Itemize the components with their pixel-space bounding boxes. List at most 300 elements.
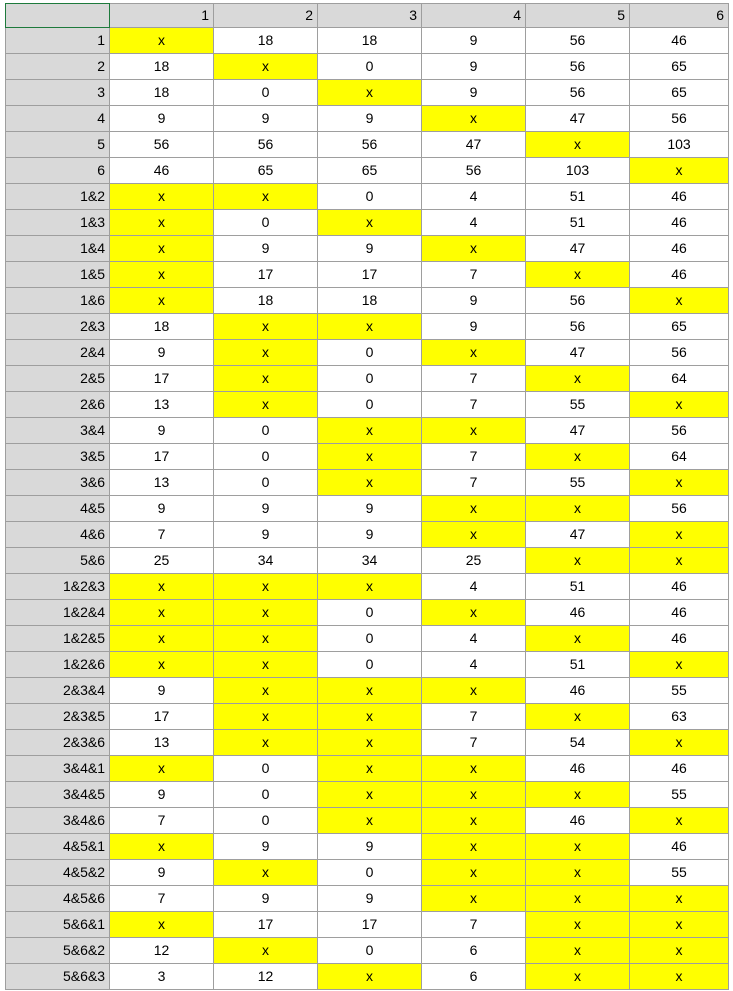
table-cell[interactable]: x: [630, 912, 729, 938]
table-row: [6, 366, 729, 392]
table-cell[interactable]: 56: [422, 158, 526, 184]
table-cell[interactable]: x: [110, 652, 214, 678]
table-cell[interactable]: 9: [318, 886, 422, 912]
table-cell[interactable]: 0: [318, 938, 422, 964]
table-cell[interactable]: 7: [422, 392, 526, 418]
table-cell[interactable]: 0: [214, 756, 318, 782]
table-cell[interactable]: x: [526, 132, 630, 158]
row-header[interactable]: 1&5: [6, 262, 110, 288]
row-header[interactable]: 1&6: [6, 288, 110, 314]
row-header[interactable]: 5&6&3: [6, 964, 110, 990]
table-cell[interactable]: 55: [526, 392, 630, 418]
table-row: [6, 626, 729, 652]
table-cell[interactable]: 47: [526, 106, 630, 132]
table-cell[interactable]: x: [318, 730, 422, 756]
table-cell[interactable]: 56: [526, 80, 630, 106]
row-header[interactable]: 4&5: [6, 496, 110, 522]
table-cell[interactable]: x: [422, 106, 526, 132]
table-cell[interactable]: x: [318, 964, 422, 990]
table-cell[interactable]: 54: [526, 730, 630, 756]
table-cell[interactable]: x: [110, 756, 214, 782]
table-cell[interactable]: 0: [214, 782, 318, 808]
table-cell[interactable]: 3: [110, 964, 214, 990]
table-cell[interactable]: 12: [214, 964, 318, 990]
table-cell[interactable]: 9: [422, 288, 526, 314]
table-cell[interactable]: 0: [318, 340, 422, 366]
table-cell[interactable]: 7: [422, 704, 526, 730]
table-cell[interactable]: 18: [318, 28, 422, 54]
table-cell[interactable]: 46: [630, 600, 729, 626]
table-cell[interactable]: 13: [110, 470, 214, 496]
table-cell[interactable]: x: [630, 392, 729, 418]
row-header[interactable]: 3&4&1: [6, 756, 110, 782]
table-cell[interactable]: 56: [110, 132, 214, 158]
table-cell[interactable]: 0: [214, 444, 318, 470]
table-cell[interactable]: x: [214, 600, 318, 626]
table-cell[interactable]: x: [630, 470, 729, 496]
table-cell[interactable]: x: [318, 210, 422, 236]
table-cell[interactable]: 13: [110, 392, 214, 418]
table-row: [6, 106, 729, 132]
table-cell[interactable]: 56: [526, 28, 630, 54]
table-cell[interactable]: 56: [318, 132, 422, 158]
table-cell[interactable]: 46: [630, 756, 729, 782]
table-cell[interactable]: 4: [422, 210, 526, 236]
table-cell[interactable]: 0: [214, 210, 318, 236]
table-row: [6, 600, 729, 626]
table-cell[interactable]: 0: [318, 184, 422, 210]
table-cell[interactable]: x: [110, 626, 214, 652]
table-cell[interactable]: 7: [110, 886, 214, 912]
column-header-row: [6, 4, 729, 28]
table-cell[interactable]: x: [318, 704, 422, 730]
table-row: [6, 678, 729, 704]
table-cell[interactable]: 18: [214, 28, 318, 54]
row-header[interactable]: 1&2&5: [6, 626, 110, 652]
table-cell[interactable]: 9: [422, 54, 526, 80]
table-cell[interactable]: x: [318, 418, 422, 444]
table-cell[interactable]: x: [630, 938, 729, 964]
row-header[interactable]: 2&5: [6, 366, 110, 392]
table-cell[interactable]: 25: [110, 548, 214, 574]
column-header[interactable]: 6: [630, 4, 729, 28]
table-cell[interactable]: x: [422, 834, 526, 860]
table-cell[interactable]: x: [630, 964, 729, 990]
table-cell[interactable]: x: [214, 392, 318, 418]
table-cell[interactable]: x: [630, 652, 729, 678]
table-cell[interactable]: 17: [110, 366, 214, 392]
table-cell[interactable]: 46: [526, 756, 630, 782]
table-row: [6, 314, 729, 340]
table-row: [6, 548, 729, 574]
table-cell[interactable]: 9: [214, 522, 318, 548]
table-cell[interactable]: 56: [526, 314, 630, 340]
row-header[interactable]: 2&4: [6, 340, 110, 366]
table-cell[interactable]: 103: [630, 132, 729, 158]
table-cell[interactable]: 0: [318, 392, 422, 418]
table-cell[interactable]: 18: [214, 288, 318, 314]
row-header[interactable]: 4&5&1: [6, 834, 110, 860]
table-cell[interactable]: x: [526, 262, 630, 288]
table-cell[interactable]: 65: [630, 54, 729, 80]
table-cell[interactable]: x: [526, 834, 630, 860]
table-cell[interactable]: x: [110, 210, 214, 236]
table-cell[interactable]: x: [630, 730, 729, 756]
table-cell[interactable]: 46: [526, 678, 630, 704]
table-cell[interactable]: 17: [318, 912, 422, 938]
table-cell[interactable]: 9: [318, 522, 422, 548]
row-header[interactable]: 1&2&4: [6, 600, 110, 626]
table-cell[interactable]: 55: [526, 470, 630, 496]
table-cell[interactable]: 7: [422, 730, 526, 756]
table-cell[interactable]: x: [318, 782, 422, 808]
table-cell[interactable]: 9: [110, 418, 214, 444]
table-cell[interactable]: x: [214, 366, 318, 392]
row-header[interactable]: 5&6&1: [6, 912, 110, 938]
table-cell[interactable]: x: [422, 496, 526, 522]
table-cell[interactable]: 0: [318, 600, 422, 626]
table-row: [6, 54, 729, 80]
table-cell[interactable]: 9: [110, 678, 214, 704]
table-cell[interactable]: 7: [422, 262, 526, 288]
table-cell[interactable]: x: [110, 184, 214, 210]
row-header[interactable]: 2&3: [6, 314, 110, 340]
table-cell[interactable]: x: [110, 912, 214, 938]
table-cell[interactable]: x: [526, 938, 630, 964]
table-row: [6, 236, 729, 262]
row-header[interactable]: 4: [6, 106, 110, 132]
table-cell[interactable]: 0: [318, 626, 422, 652]
table-cell[interactable]: x: [526, 626, 630, 652]
table-cell[interactable]: 51: [526, 210, 630, 236]
table-cell[interactable]: 0: [318, 652, 422, 678]
table-cell[interactable]: 9: [110, 860, 214, 886]
row-header[interactable]: 1&2: [6, 184, 110, 210]
table-cell[interactable]: 103: [526, 158, 630, 184]
table-cell[interactable]: 56: [630, 418, 729, 444]
row-header[interactable]: 2&6: [6, 392, 110, 418]
table-row: [6, 522, 729, 548]
table-cell[interactable]: x: [526, 886, 630, 912]
table-cell[interactable]: x: [526, 496, 630, 522]
table-cell[interactable]: x: [214, 678, 318, 704]
table-cell[interactable]: 56: [630, 340, 729, 366]
table-cell[interactable]: 7: [110, 808, 214, 834]
table-row: [6, 444, 729, 470]
column-header[interactable]: 5: [526, 4, 630, 28]
table-cell[interactable]: 55: [630, 678, 729, 704]
table-row: [6, 80, 729, 106]
table-row: [6, 496, 729, 522]
table-cell[interactable]: x: [214, 704, 318, 730]
table-cell[interactable]: 7: [110, 522, 214, 548]
table-cell[interactable]: 56: [214, 132, 318, 158]
row-header[interactable]: 3&4&5: [6, 782, 110, 808]
table-cell[interactable]: x: [422, 522, 526, 548]
table-cell[interactable]: 9: [214, 236, 318, 262]
table-row: [6, 834, 729, 860]
table-cell[interactable]: 47: [526, 236, 630, 262]
table-cell[interactable]: x: [214, 860, 318, 886]
table-cell[interactable]: 6: [422, 938, 526, 964]
table-cell[interactable]: x: [526, 912, 630, 938]
table-cell[interactable]: x: [422, 860, 526, 886]
row-header[interactable]: 4&6: [6, 522, 110, 548]
table-cell[interactable]: 65: [630, 80, 729, 106]
table-cell[interactable]: x: [526, 548, 630, 574]
column-header[interactable]: 1: [110, 4, 214, 28]
table-cell[interactable]: 7: [422, 444, 526, 470]
table-cell[interactable]: 46: [630, 262, 729, 288]
table-cell[interactable]: 4: [422, 652, 526, 678]
table-cell[interactable]: 51: [526, 184, 630, 210]
table-cell[interactable]: 46: [630, 626, 729, 652]
column-header[interactable]: 3: [318, 4, 422, 28]
table-cell[interactable]: x: [110, 600, 214, 626]
table-cell[interactable]: 65: [630, 314, 729, 340]
row-header[interactable]: 4&5&2: [6, 860, 110, 886]
table-cell[interactable]: 9: [422, 80, 526, 106]
table-cell[interactable]: x: [422, 340, 526, 366]
table-row: [6, 938, 729, 964]
table-cell[interactable]: 0: [318, 860, 422, 886]
table-cell[interactable]: x: [526, 964, 630, 990]
row-header[interactable]: 3&5: [6, 444, 110, 470]
table-cell[interactable]: 25: [422, 548, 526, 574]
table-cell[interactable]: 64: [630, 444, 729, 470]
table-cell[interactable]: 46: [526, 600, 630, 626]
table-row: [6, 652, 729, 678]
table-cell[interactable]: 9: [318, 106, 422, 132]
table-row: [6, 340, 729, 366]
table-cell[interactable]: x: [630, 288, 729, 314]
table-cell[interactable]: x: [318, 678, 422, 704]
select-all-corner[interactable]: [6, 4, 110, 28]
table-cell[interactable]: x: [318, 808, 422, 834]
row-header[interactable]: 5: [6, 132, 110, 158]
table-cell[interactable]: 9: [318, 834, 422, 860]
table-cell[interactable]: 46: [630, 28, 729, 54]
table-cell[interactable]: 7: [422, 470, 526, 496]
row-header[interactable]: 6: [6, 158, 110, 184]
table-row: [6, 158, 729, 184]
table-cell[interactable]: x: [110, 288, 214, 314]
table-cell[interactable]: x: [318, 470, 422, 496]
table-row: [6, 730, 729, 756]
table-cell[interactable]: 51: [526, 574, 630, 600]
table-cell[interactable]: 18: [110, 314, 214, 340]
table-cell[interactable]: x: [526, 704, 630, 730]
table-cell[interactable]: 46: [630, 236, 729, 262]
table-cell[interactable]: 17: [110, 444, 214, 470]
row-header[interactable]: 3&6: [6, 470, 110, 496]
table-cell[interactable]: x: [110, 834, 214, 860]
table-cell[interactable]: 46: [110, 158, 214, 184]
row-header[interactable]: 2&3&6: [6, 730, 110, 756]
table-cell[interactable]: 56: [526, 54, 630, 80]
row-header[interactable]: 1&2&6: [6, 652, 110, 678]
table-cell[interactable]: 0: [318, 54, 422, 80]
table-cell[interactable]: 47: [526, 418, 630, 444]
column-header[interactable]: 4: [422, 4, 526, 28]
table-cell[interactable]: x: [630, 886, 729, 912]
table-cell[interactable]: x: [526, 782, 630, 808]
table-cell[interactable]: 34: [214, 548, 318, 574]
row-header[interactable]: 5&6&2: [6, 938, 110, 964]
table-cell[interactable]: 46: [630, 574, 729, 600]
table-cell[interactable]: x: [214, 54, 318, 80]
table-row: [6, 28, 729, 54]
table-cell[interactable]: x: [630, 808, 729, 834]
row-header[interactable]: 3: [6, 80, 110, 106]
table-cell[interactable]: 56: [526, 288, 630, 314]
row-header[interactable]: 2&3&4: [6, 678, 110, 704]
table-cell[interactable]: 17: [214, 262, 318, 288]
table-cell[interactable]: x: [214, 184, 318, 210]
row-header[interactable]: 4&5&6: [6, 886, 110, 912]
table-cell[interactable]: 64: [630, 366, 729, 392]
table-cell[interactable]: 9: [214, 834, 318, 860]
row-header[interactable]: 2: [6, 54, 110, 80]
table-cell[interactable]: x: [318, 444, 422, 470]
table-cell[interactable]: x: [422, 678, 526, 704]
table-cell[interactable]: 13: [110, 730, 214, 756]
table-cell[interactable]: 63: [630, 704, 729, 730]
table-cell[interactable]: x: [214, 340, 318, 366]
row-header[interactable]: 5&6: [6, 548, 110, 574]
table-cell[interactable]: 56: [630, 496, 729, 522]
table-cell[interactable]: 9: [110, 340, 214, 366]
table-cell[interactable]: 4: [422, 574, 526, 600]
row-header[interactable]: 1&4: [6, 236, 110, 262]
table-cell[interactable]: 7: [422, 912, 526, 938]
table-cell[interactable]: 9: [214, 106, 318, 132]
table-cell[interactable]: x: [214, 626, 318, 652]
table-cell[interactable]: x: [630, 158, 729, 184]
table-cell[interactable]: 17: [318, 262, 422, 288]
table-cell[interactable]: 55: [630, 860, 729, 886]
row-header[interactable]: 1&2&3: [6, 574, 110, 600]
table-cell[interactable]: 6: [422, 964, 526, 990]
table-cell[interactable]: x: [214, 730, 318, 756]
table-cell[interactable]: 18: [110, 80, 214, 106]
table-cell[interactable]: 47: [526, 340, 630, 366]
table-row: [6, 184, 729, 210]
table-row: [6, 704, 729, 730]
row-header[interactable]: 1&3: [6, 210, 110, 236]
table-cell[interactable]: 51: [526, 652, 630, 678]
table-cell[interactable]: x: [318, 314, 422, 340]
table-cell[interactable]: 18: [110, 54, 214, 80]
table-cell[interactable]: 9: [110, 106, 214, 132]
table-cell[interactable]: 65: [318, 158, 422, 184]
table-cell[interactable]: 17: [110, 704, 214, 730]
table-cell[interactable]: 46: [526, 808, 630, 834]
table-cell[interactable]: 9: [110, 782, 214, 808]
table-cell[interactable]: 9: [318, 496, 422, 522]
table-cell[interactable]: 9: [422, 28, 526, 54]
table-row: [6, 288, 729, 314]
table-cell[interactable]: x: [422, 236, 526, 262]
table-row: [6, 132, 729, 158]
column-header[interactable]: 2: [214, 4, 318, 28]
table-cell[interactable]: x: [110, 236, 214, 262]
table-cell[interactable]: 46: [630, 184, 729, 210]
table-cell[interactable]: 46: [630, 210, 729, 236]
table-cell[interactable]: x: [422, 886, 526, 912]
table-cell[interactable]: 47: [422, 132, 526, 158]
table-cell[interactable]: x: [422, 756, 526, 782]
table-cell[interactable]: 9: [110, 496, 214, 522]
table-cell[interactable]: x: [214, 314, 318, 340]
table-cell[interactable]: x: [526, 860, 630, 886]
table-cell[interactable]: 17: [214, 912, 318, 938]
table-cell[interactable]: 65: [214, 158, 318, 184]
table-cell[interactable]: 55: [630, 782, 729, 808]
row-header[interactable]: 1: [6, 28, 110, 54]
table-row: [6, 418, 729, 444]
table-cell[interactable]: 56: [630, 106, 729, 132]
table-row: [6, 886, 729, 912]
table-cell[interactable]: 34: [318, 548, 422, 574]
table-cell[interactable]: x: [422, 808, 526, 834]
table-cell[interactable]: x: [422, 600, 526, 626]
table-cell[interactable]: 0: [214, 80, 318, 106]
table-row: [6, 782, 729, 808]
table-cell[interactable]: x: [318, 574, 422, 600]
table-cell[interactable]: 18: [318, 288, 422, 314]
table-cell[interactable]: x: [110, 262, 214, 288]
table-cell[interactable]: 12: [110, 938, 214, 964]
table-cell[interactable]: 9: [214, 496, 318, 522]
table-row: [6, 912, 729, 938]
table-cell[interactable]: x: [318, 756, 422, 782]
table-row: [6, 860, 729, 886]
table-cell[interactable]: x: [110, 574, 214, 600]
table-cell[interactable]: 9: [318, 236, 422, 262]
table-cell[interactable]: 9: [422, 314, 526, 340]
table-cell[interactable]: x: [526, 444, 630, 470]
table-cell[interactable]: 4: [422, 626, 526, 652]
table-cell[interactable]: x: [630, 548, 729, 574]
table-cell[interactable]: 0: [214, 470, 318, 496]
table-cell[interactable]: 0: [214, 808, 318, 834]
table-cell[interactable]: 46: [630, 834, 729, 860]
row-header[interactable]: 3&4: [6, 418, 110, 444]
table-row: [6, 470, 729, 496]
row-header[interactable]: 2&3&5: [6, 704, 110, 730]
row-header[interactable]: 3&4&6: [6, 808, 110, 834]
table-cell[interactable]: x: [422, 418, 526, 444]
table-cell[interactable]: x: [214, 652, 318, 678]
table-cell[interactable]: x: [318, 80, 422, 106]
table-cell[interactable]: x: [630, 522, 729, 548]
table-cell[interactable]: x: [214, 574, 318, 600]
table-cell[interactable]: x: [422, 782, 526, 808]
table-cell[interactable]: 0: [214, 418, 318, 444]
table-cell[interactable]: x: [214, 938, 318, 964]
table-cell[interactable]: 0: [318, 366, 422, 392]
table-row: [6, 392, 729, 418]
table-row: [6, 574, 729, 600]
table-cell[interactable]: 4: [422, 184, 526, 210]
table-cell[interactable]: 7: [422, 366, 526, 392]
table-cell[interactable]: 9: [214, 886, 318, 912]
table-cell[interactable]: x: [526, 366, 630, 392]
table-cell[interactable]: 47: [526, 522, 630, 548]
table-cell[interactable]: x: [110, 28, 214, 54]
table-row: [6, 964, 729, 990]
